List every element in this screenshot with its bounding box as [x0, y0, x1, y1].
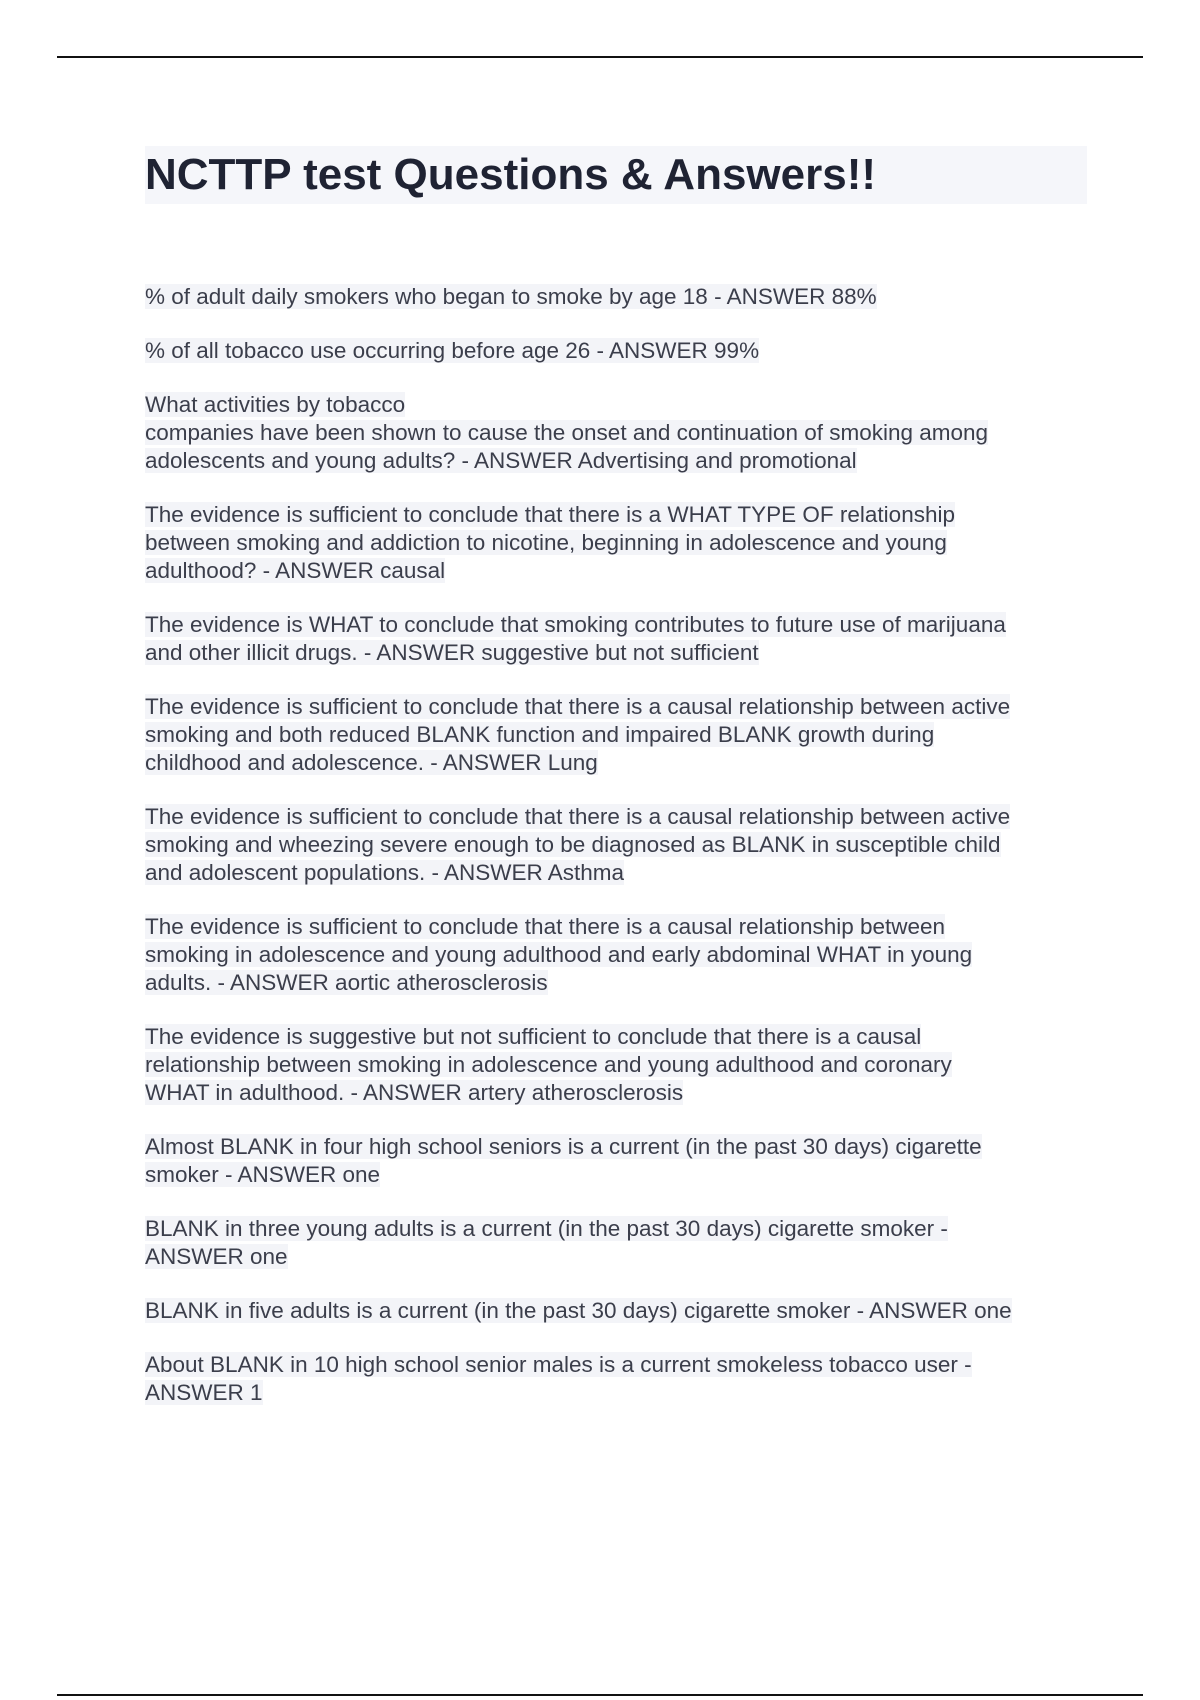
qa-line — [145, 831, 1090, 859]
qa-line-text: The evidence is sufficient to conclude that there is a causal relationship between active — [145, 804, 1011, 829]
qa-line-text: companies have been shown to cause the onset and continuation of smoking among — [145, 420, 989, 445]
qa-line-text: adolescents and young adults? - ANSWER Advertising and promotional — [145, 448, 857, 473]
qa-item — [145, 1023, 1090, 1107]
qa-line — [145, 1133, 1090, 1161]
qa-line — [145, 639, 1090, 667]
qa-line-text: smoking and wheezing severe enough to be diagnosed as BLANK in susceptible child — [145, 832, 1001, 857]
qa-item — [145, 1133, 1090, 1189]
qa-line — [145, 749, 1090, 777]
qa-line-text: BLANK in three young adults is a current (in the past 30 days) cigarette smoker - — [145, 1216, 948, 1241]
qa-line-text: The evidence is sufficient to conclude that there is a causal relationship between — [145, 914, 946, 939]
qa-line-text: The evidence is suggestive but not sufficient to conclude that there is a causal — [145, 1024, 922, 1049]
qa-line-text: Almost BLANK in four high school seniors is a current (in the past 30 days) cigarette — [145, 1134, 982, 1159]
qa-line — [145, 501, 1090, 529]
bottom-rule — [57, 1694, 1143, 1696]
qa-line — [145, 859, 1090, 887]
qa-line — [145, 1243, 1090, 1271]
qa-line — [145, 557, 1090, 585]
qa-line-text: adulthood? - ANSWER causal — [145, 558, 446, 583]
qa-item — [145, 1297, 1090, 1325]
qa-line-text: childhood and adolescence. - ANSWER Lung — [145, 750, 598, 775]
qa-item — [145, 611, 1090, 667]
qa-line — [145, 1297, 1090, 1325]
qa-line — [145, 1079, 1090, 1107]
qa-line-text: and other illicit drugs. - ANSWER suggestive but not sufficient — [145, 640, 759, 665]
qa-line — [145, 941, 1090, 969]
qa-line — [145, 1215, 1090, 1243]
qa-line-text: and adolescent populations. - ANSWER Asthma — [145, 860, 625, 885]
qa-line-text: smoking and both reduced BLANK function and impaired BLANK growth during — [145, 722, 935, 747]
qa-line — [145, 693, 1090, 721]
qa-line — [145, 1023, 1090, 1051]
qa-line — [145, 283, 1090, 311]
qa-line-text: % of adult daily smokers who began to smoke by age 18 - ANSWER 88% — [145, 284, 877, 309]
qa-line-text: ANSWER one — [145, 1244, 288, 1269]
qa-line-text: The evidence is WHAT to conclude that smoking contributes to future use of marijuana — [145, 612, 1006, 637]
qa-line-text: ANSWER 1 — [145, 1380, 263, 1405]
qa-line — [145, 1351, 1090, 1379]
qa-line-text: between smoking and addiction to nicotine, beginning in adolescence and young — [145, 530, 947, 555]
qa-item — [145, 501, 1090, 585]
qa-line — [145, 611, 1090, 639]
qa-item — [145, 1351, 1090, 1407]
qa-line — [145, 913, 1090, 941]
qa-line-text: The evidence is sufficient to conclude that there is a WHAT TYPE OF relationship — [145, 502, 955, 527]
qa-line — [145, 1161, 1090, 1189]
qa-line — [145, 1379, 1090, 1407]
qa-line — [145, 529, 1090, 557]
qa-line-text: smoker - ANSWER one — [145, 1162, 381, 1187]
qa-line-text: About BLANK in 10 high school senior males is a current smokeless tobacco user - — [145, 1352, 972, 1377]
qa-line — [145, 447, 1090, 475]
qa-item — [145, 693, 1090, 777]
qa-line — [145, 1051, 1090, 1079]
qa-item — [145, 913, 1090, 997]
qa-line-text: The evidence is sufficient to conclude that there is a causal relationship between active — [145, 694, 1011, 719]
page-title: NCTTP test Questions & Answers!! — [145, 146, 1087, 204]
qa-line — [145, 419, 1090, 447]
top-rule — [57, 56, 1143, 58]
qa-line-text: adults. - ANSWER aortic atherosclerosis — [145, 970, 548, 995]
qa-line-text: relationship between smoking in adolescence and young adulthood and coronary — [145, 1052, 952, 1077]
qa-item — [145, 283, 1090, 311]
qa-line-text: What activities by tobacco — [145, 392, 406, 417]
qa-item — [145, 1215, 1090, 1271]
qa-item — [145, 337, 1090, 365]
qa-line-text: % of all tobacco use occurring before age 26 - ANSWER 99% — [145, 338, 760, 363]
qa-line — [145, 721, 1090, 749]
qa-list — [145, 283, 1090, 1433]
qa-line — [145, 391, 1090, 419]
qa-line — [145, 803, 1090, 831]
qa-line — [145, 337, 1090, 365]
qa-line — [145, 969, 1090, 997]
qa-line-text: smoking in adolescence and young adulthood and early abdominal WHAT in young — [145, 942, 973, 967]
qa-line-text: WHAT in adulthood. - ANSWER artery atherosclerosis — [145, 1080, 684, 1105]
qa-item — [145, 803, 1090, 887]
qa-item — [145, 391, 1090, 475]
qa-line-text: BLANK in five adults is a current (in the past 30 days) cigarette smoker - ANSWER one — [145, 1298, 1012, 1323]
